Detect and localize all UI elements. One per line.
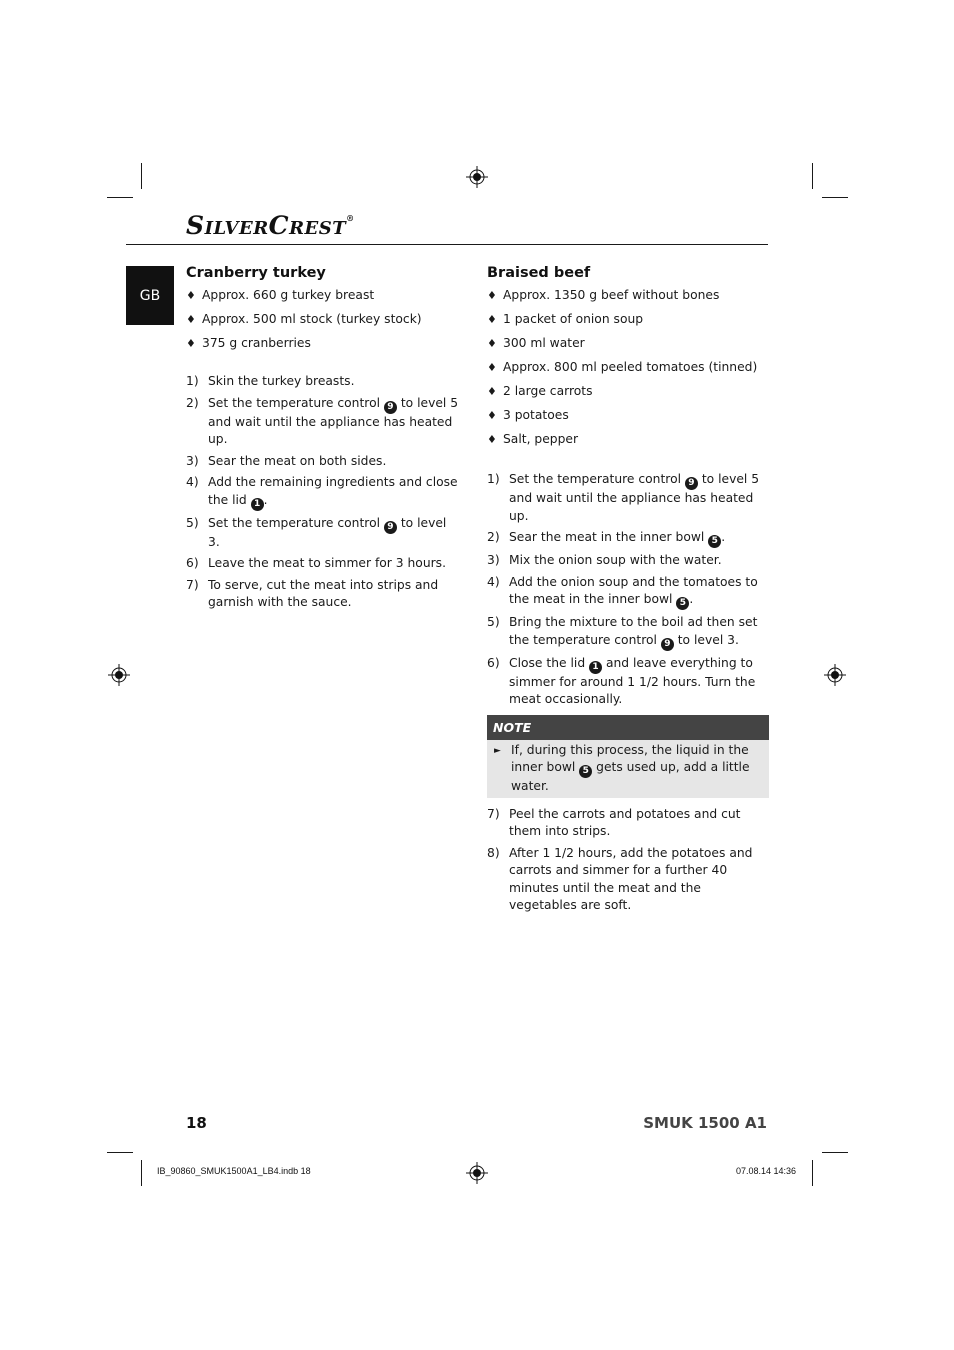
arrow-right-icon: ► bbox=[494, 745, 501, 756]
step-number: 2) bbox=[487, 530, 500, 544]
step-text: Sear the meat in the inner bowl bbox=[509, 530, 709, 544]
diamond-bullet-icon: ♦ bbox=[186, 337, 196, 350]
step-number: 5) bbox=[186, 515, 199, 530]
page-number: 18 bbox=[186, 1114, 207, 1132]
ingredient-text: Approx. 660 g turkey breast bbox=[202, 288, 375, 302]
diamond-bullet-icon: ♦ bbox=[487, 361, 497, 374]
step-number: 4) bbox=[487, 574, 500, 589]
step-text: Skin the turkey breasts. bbox=[208, 374, 355, 388]
step-text: . bbox=[721, 530, 726, 544]
part-number-badge: 5 bbox=[676, 597, 689, 610]
brand-letters: ILVER bbox=[204, 218, 269, 239]
diamond-bullet-icon: ♦ bbox=[487, 433, 497, 446]
ingredient-text: 2 large carrots bbox=[503, 384, 593, 398]
step-number: 4) bbox=[186, 475, 199, 489]
step-number: 8) bbox=[487, 845, 500, 860]
ingredient-text: Approx. 500 ml stock (turkey stock) bbox=[202, 312, 422, 326]
language-tab-label: GB bbox=[139, 288, 161, 304]
registration-mark-icon bbox=[824, 664, 846, 686]
step-item bbox=[487, 552, 769, 570]
step-item bbox=[487, 614, 769, 651]
step-text: . bbox=[263, 492, 268, 507]
crop-mark bbox=[107, 1152, 133, 1153]
step-number: 1) bbox=[186, 374, 199, 388]
step-number: 6) bbox=[186, 556, 199, 570]
step-text: to level 3. bbox=[673, 632, 739, 647]
diamond-bullet-icon: ♦ bbox=[487, 385, 497, 398]
crop-mark bbox=[812, 163, 813, 189]
crop-mark bbox=[107, 197, 133, 198]
ingredient-item bbox=[487, 359, 769, 377]
step-item bbox=[186, 577, 460, 612]
step-number: 3) bbox=[186, 453, 199, 468]
note-heading: NOTE bbox=[487, 715, 769, 740]
crop-mark bbox=[141, 1160, 142, 1186]
step-item bbox=[186, 453, 460, 471]
registration-mark-icon bbox=[466, 1162, 488, 1184]
part-number-badge: 9 bbox=[384, 521, 397, 534]
slug-date: 07.08.14 14:36 bbox=[736, 1166, 797, 1176]
part-number-badge: 1 bbox=[589, 661, 602, 674]
registration-mark-icon bbox=[466, 166, 488, 188]
step-text: Set the temperature control bbox=[509, 472, 685, 486]
step-text: . bbox=[689, 592, 694, 606]
step-text: to level 5 and wait until the appliance has heated up. bbox=[509, 472, 760, 523]
step-item bbox=[487, 845, 769, 915]
right-column bbox=[487, 263, 769, 919]
brand-letter: S bbox=[186, 211, 205, 240]
ingredient-text: Approx. 1350 g beef without bones bbox=[503, 288, 720, 302]
brand-letter: C bbox=[268, 211, 290, 240]
ingredient-text: 1 packet of onion soup bbox=[503, 312, 644, 326]
model-name: SMUK 1500 A1 bbox=[643, 1114, 767, 1132]
ingredient-text: Approx. 800 ml peeled tomatoes (tinned) bbox=[503, 360, 758, 374]
diamond-bullet-icon: ♦ bbox=[186, 289, 196, 302]
crop-mark bbox=[822, 1152, 848, 1153]
step-text: To serve, cut the meat into strips and garnish with the sauce. bbox=[208, 577, 439, 609]
step-number: 7) bbox=[186, 577, 199, 592]
diamond-bullet-icon: ♦ bbox=[487, 289, 497, 302]
step-text: and leave everything to simmer for around 1 1/2 hours. Turn the meat occasionally. bbox=[509, 655, 756, 706]
step-text: Leave the meat to simmer for 3 hours. bbox=[208, 556, 446, 570]
step-number: 6) bbox=[487, 655, 500, 670]
step-list bbox=[487, 471, 769, 709]
step-item bbox=[487, 529, 769, 548]
part-number-badge: 5 bbox=[579, 765, 592, 778]
ingredient-item bbox=[487, 335, 769, 353]
header-rule bbox=[126, 244, 768, 245]
step-number: 7) bbox=[487, 806, 500, 821]
left-column bbox=[186, 263, 460, 616]
note-body bbox=[487, 740, 769, 798]
language-tab bbox=[126, 266, 174, 325]
step-number: 1) bbox=[487, 472, 500, 486]
step-text: Peel the carrots and potatoes and cut them into strips. bbox=[509, 806, 741, 838]
ingredient-item bbox=[487, 383, 769, 401]
registration-mark-icon bbox=[108, 664, 130, 686]
ingredient-item bbox=[487, 431, 769, 449]
part-number-badge: 5 bbox=[708, 535, 721, 548]
step-list bbox=[186, 373, 460, 612]
step-text: Set the temperature control bbox=[208, 395, 384, 410]
step-number: 2) bbox=[186, 395, 199, 410]
step-text: Set the temperature control bbox=[208, 515, 384, 530]
step-item bbox=[186, 555, 460, 573]
step-text: Add the remaining ingredients and close the lid bbox=[208, 475, 458, 507]
brand-letters: REST bbox=[289, 218, 347, 239]
ingredient-item bbox=[487, 287, 769, 305]
ingredient-item bbox=[186, 287, 460, 305]
note-text: gets used up, add a little water. bbox=[511, 760, 750, 793]
diamond-bullet-icon: ♦ bbox=[487, 337, 497, 350]
ingredient-item bbox=[487, 407, 769, 425]
step-number: 5) bbox=[487, 615, 500, 629]
ingredient-text: 3 potatoes bbox=[503, 408, 569, 422]
step-text: to level 5 and wait until the appliance has heated up. bbox=[208, 395, 459, 446]
crop-mark bbox=[812, 1160, 813, 1186]
step-text: Sear the meat on both sides. bbox=[208, 453, 387, 468]
recipe-title: Cranberry turkey bbox=[186, 265, 326, 281]
ingredient-item bbox=[186, 335, 460, 353]
step-text: Bring the mixture to the boil ad then set the temperature control bbox=[509, 615, 758, 647]
part-number-badge: 9 bbox=[384, 401, 397, 414]
ingredient-list bbox=[487, 287, 769, 449]
step-text: to level 3. bbox=[208, 515, 447, 549]
step-number: 3) bbox=[487, 553, 500, 567]
step-item bbox=[186, 395, 460, 449]
step-list bbox=[487, 806, 769, 915]
step-text: Mix the onion soup with the water. bbox=[509, 553, 722, 567]
step-text: After 1 1/2 hours, add the potatoes and carrots and simmer for a further 40 minutes until the meat and the vegetables are soft. bbox=[509, 845, 753, 912]
step-item bbox=[186, 474, 460, 511]
note-box bbox=[487, 715, 769, 798]
ingredient-text: 300 ml water bbox=[503, 336, 585, 350]
ingredient-item bbox=[186, 311, 460, 329]
recipe-title: Braised beef bbox=[487, 265, 591, 281]
step-text: Add the onion soup and the tomatoes to the meat in the inner bowl bbox=[509, 574, 758, 606]
crop-mark bbox=[822, 197, 848, 198]
step-item bbox=[487, 806, 769, 841]
part-number-badge: 9 bbox=[661, 638, 674, 651]
step-item bbox=[186, 373, 460, 391]
ingredient-list bbox=[186, 287, 460, 353]
step-item bbox=[487, 574, 769, 611]
registered-symbol: ® bbox=[346, 213, 355, 223]
part-number-badge: 9 bbox=[685, 477, 698, 490]
diamond-bullet-icon: ♦ bbox=[487, 313, 497, 326]
diamond-bullet-icon: ♦ bbox=[186, 313, 196, 326]
part-number-badge: 1 bbox=[251, 498, 264, 511]
crop-mark bbox=[141, 163, 142, 189]
ingredient-item bbox=[487, 311, 769, 329]
step-item bbox=[186, 515, 460, 552]
note-text: If, during this process, the liquid in the inner bowl bbox=[511, 742, 749, 774]
diamond-bullet-icon: ♦ bbox=[487, 409, 497, 422]
ingredient-text: 375 g cranberries bbox=[202, 336, 311, 350]
brand-logo bbox=[186, 211, 355, 240]
step-text: Close the lid bbox=[509, 655, 590, 670]
step-item bbox=[487, 471, 769, 525]
ingredient-text: Salt, pepper bbox=[503, 432, 579, 446]
slug-file: IB_90860_SMUK1500A1_LB4.indb 18 bbox=[157, 1166, 311, 1176]
step-item bbox=[487, 655, 769, 709]
